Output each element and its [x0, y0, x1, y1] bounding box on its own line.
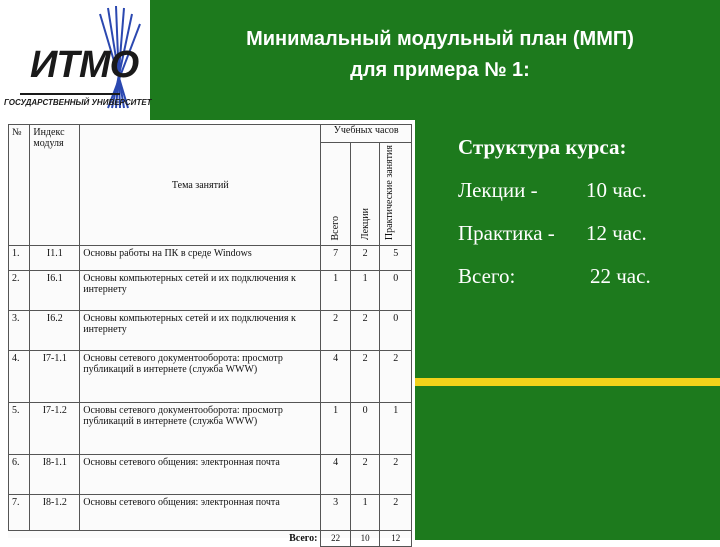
- row-practice: 1: [380, 403, 412, 455]
- col-num-header: №: [9, 125, 30, 246]
- row-total: 4: [321, 455, 351, 495]
- table-row: [9, 495, 412, 531]
- row-num: 1.: [9, 246, 30, 271]
- logo: [0, 0, 150, 120]
- row-practice: 2: [380, 495, 412, 531]
- row-lectures: 0: [350, 403, 380, 455]
- row-topic: Основы сетевого документооборота: просмотр публикаций в интернете (служба WWW): [80, 403, 321, 455]
- row-practice: 2: [380, 455, 412, 495]
- row-index: I8-1.1: [30, 455, 80, 495]
- row-lectures: 1: [350, 495, 380, 531]
- row-num: 2.: [9, 271, 30, 311]
- row-index: I8-1.2: [30, 495, 80, 531]
- course-lectures-row: [458, 169, 651, 212]
- module-plan-table: [8, 124, 412, 547]
- row-topic: Основы сетевого документооборота: просмотр публикаций в интернете (служба WWW): [80, 351, 321, 403]
- row-topic: Основы компьютерных сетей и их подключения к интернету: [80, 311, 321, 351]
- row-topic: Основы компьютерных сетей и их подключения к интернету: [80, 271, 321, 311]
- title-line-2: для примера № 1:: [350, 59, 530, 81]
- logo-name: ИТМО: [30, 44, 139, 86]
- row-index: I6.2: [30, 311, 80, 351]
- row-total: 1: [321, 403, 351, 455]
- footer-total: 22: [321, 531, 351, 547]
- row-practice: 0: [380, 271, 412, 311]
- col-hours-header: Учебных часов: [321, 125, 412, 143]
- course-total-label: Всего:: [458, 264, 516, 288]
- course-practice-value: 12 час.: [586, 221, 647, 245]
- row-index: I7-1.2: [30, 403, 80, 455]
- row-lectures: 2: [350, 455, 380, 495]
- row-lectures: 1: [350, 271, 380, 311]
- row-topic: Основы сетевого общения: электронная почта: [80, 455, 321, 495]
- col-lectures-header: Лекции: [359, 208, 371, 241]
- footer-practice: 12: [380, 531, 412, 547]
- row-num: 3.: [9, 311, 30, 351]
- table-footer-row: [9, 531, 412, 547]
- course-structure: [458, 126, 651, 298]
- row-lectures: 2: [350, 351, 380, 403]
- table-row: [9, 271, 412, 311]
- row-total: 4: [321, 351, 351, 403]
- footer-label: Всего:: [289, 533, 318, 545]
- title-line-1: Минимальный модульный план (ММП): [246, 28, 634, 50]
- course-total-value: 22 час.: [590, 264, 651, 288]
- course-lectures-label: Лекции -: [458, 178, 538, 202]
- col-total-header: Всего: [330, 215, 342, 241]
- course-practice-row: [458, 212, 651, 255]
- table-row: [9, 351, 412, 403]
- table-row: [9, 246, 412, 271]
- course-heading: Структура курса:: [458, 135, 627, 159]
- row-total: 1: [321, 271, 351, 311]
- col-practice-header: Практические занятия: [383, 145, 395, 241]
- logo-divider: [20, 93, 120, 95]
- row-total: 3: [321, 495, 351, 531]
- row-total: 7: [321, 246, 351, 271]
- row-practice: 5: [380, 246, 412, 271]
- row-topic: Основы сетевого общения: электронная почта: [80, 495, 321, 531]
- row-practice: 0: [380, 311, 412, 351]
- col-topic-header: Тема занятий: [80, 125, 321, 246]
- row-index: I1.1: [30, 246, 80, 271]
- row-practice: 2: [380, 351, 412, 403]
- row-lectures: 2: [350, 246, 380, 271]
- col-index-header: Индекс модуля: [30, 125, 80, 246]
- logo-subtitle: ГОСУДАРСТВЕННЫЙ УНИВЕРСИТЕТ: [4, 98, 152, 107]
- module-plan-table-container: [8, 124, 412, 545]
- footer-lectures: 10: [350, 531, 380, 547]
- table-row: [9, 311, 412, 351]
- row-index: I7-1.1: [30, 351, 80, 403]
- course-practice-label: Практика -: [458, 221, 555, 245]
- row-num: 7.: [9, 495, 30, 531]
- course-lectures-value: 10 час.: [586, 178, 647, 202]
- row-lectures: 2: [350, 311, 380, 351]
- row-num: 5.: [9, 403, 30, 455]
- accent-line: [415, 378, 720, 386]
- row-num: 6.: [9, 455, 30, 495]
- course-total-row: [458, 255, 651, 298]
- row-num: 4.: [9, 351, 30, 403]
- page-title: [160, 24, 720, 86]
- table-row: [9, 455, 412, 495]
- row-total: 2: [321, 311, 351, 351]
- table-row: [9, 403, 412, 455]
- row-topic: Основы работы на ПК в среде Windows: [80, 246, 321, 271]
- row-index: I6.1: [30, 271, 80, 311]
